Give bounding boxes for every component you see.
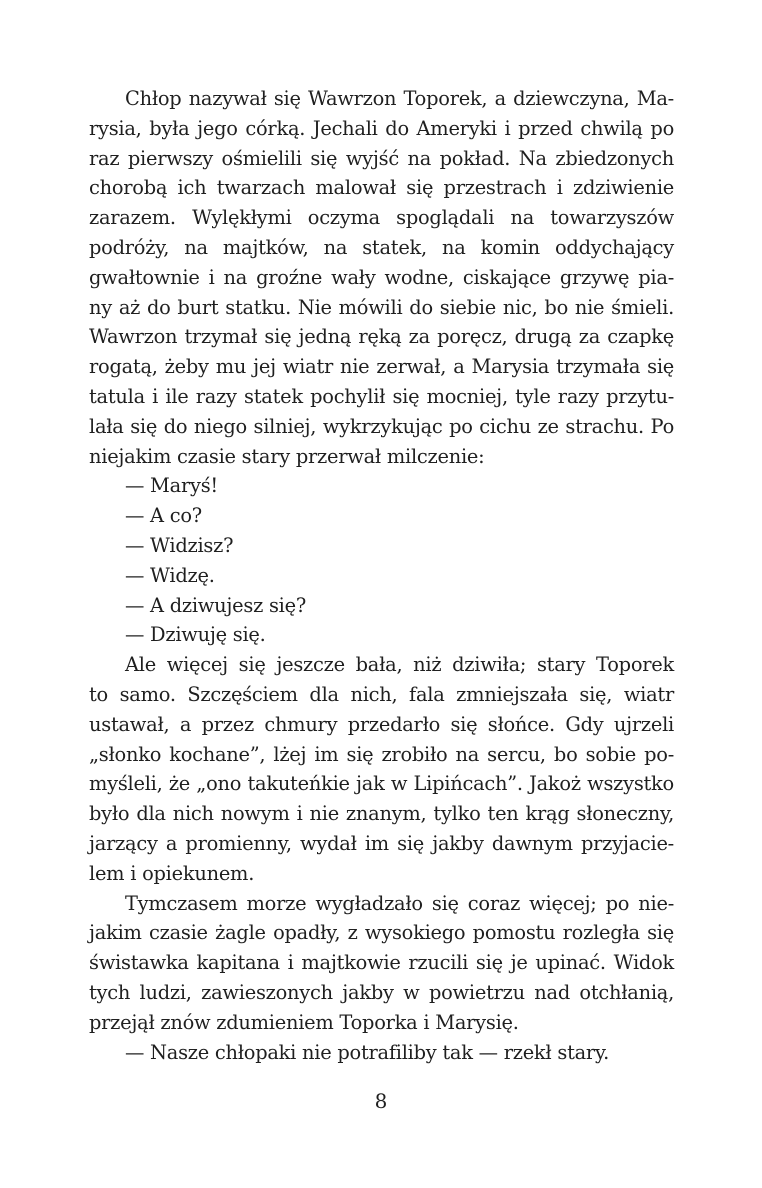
- text-line: zarazem. Wylękłymi oczyma spoglądali na towarzyszów: [89, 206, 674, 230]
- text-line: raz pierwszy ośmielili się wyjść na pokład. Na zbiedzonych: [89, 146, 674, 170]
- text-line: „słonko kochane”, lżej im się zrobiło na sercu, bo sobie po-: [89, 742, 674, 766]
- text-line: było dla nich nowym i nie znanym, tylko ten krąg słoneczny,: [89, 802, 674, 826]
- text-line: jarzący a promienny, wydał im się jakby dawnym przyjacie-: [89, 831, 674, 855]
- text-line: tych ludzi, zawieszonych jakby w powietrzu nad otchłanią,: [89, 980, 674, 1004]
- text-line: rysia, była jego córką. Jechali do Ameryki i przed chwilą po: [89, 116, 674, 140]
- dialogue-line: — Dziwuję się.: [125, 623, 266, 647]
- page-number: 8: [374, 1089, 388, 1113]
- page-text: [89, 84, 674, 1067]
- text-line: lała się do niego silniej, wykrzykując po cichu ze strachu. Po: [89, 414, 674, 438]
- text-line: Ale więcej się jeszcze bała, niż dziwiła; stary Toporek: [125, 653, 674, 677]
- text-line: lem i opiekunem.: [89, 861, 255, 885]
- dialogue-line: — Nasze chłopaki nie potrafiliby tak — rzekł stary.: [125, 1040, 609, 1064]
- text-line: chorobą ich twarzach malował się przestrach i zdziwienie: [89, 176, 674, 200]
- text-line: rogatą, żeby mu jej wiatr nie zerwał, a Marysia trzymała się: [89, 355, 674, 379]
- dialogue-line: — Widzę.: [125, 563, 215, 587]
- text-line: myśleli, że „ono takuteńkie jak w Lipińcach”. Jakoż wszystko: [89, 772, 674, 796]
- text-line: ny aż do burt statku. Nie mówili do siebie nic, bo nie śmieli.: [89, 295, 674, 319]
- text-line: Chłop nazywał się Wawrzon Toporek, a dziewczyna, Ma-: [125, 87, 674, 110]
- text-line: gwałtownie i na groźne wały wodne, ciskające grzywę pia-: [89, 265, 674, 289]
- text-line: jakim czasie żagle opadły, z wysokiego pomostu rozległa się: [89, 921, 674, 945]
- dialogue-line: — Widzisz?: [125, 533, 234, 557]
- text-line: niejakim czasie stary przerwał milczenie:: [89, 444, 485, 468]
- dialogue-line: — A co?: [125, 504, 202, 528]
- text-line: podróży, na majtków, na statek, na komin oddychający: [89, 235, 674, 259]
- text-line: to samo. Szczęściem dla nich, fala zmniejszała się, wiatr: [89, 682, 674, 706]
- text-line: Wawrzon trzymał się jedną ręką za poręcz, drugą za czapkę: [89, 325, 674, 349]
- text-line: świstawka kapitana i majtkowie rzucili się je upinać. Widok: [89, 951, 674, 975]
- text-line: Tymczasem morze wygładzało się coraz więcej; po nie-: [125, 891, 674, 915]
- text-line: przejął znów zdumieniem Toporka i Marysię.: [89, 1010, 519, 1034]
- dialogue-line: — Maryś!: [125, 474, 218, 498]
- text-line: tatula i ile razy statek pochylił się mocniej, tyle razy przytu-: [89, 384, 674, 408]
- text-line: ustawał, a przez chmury przedarło się słońce. Gdy ujrzeli: [89, 712, 674, 736]
- dialogue-line: — A dziwujesz się?: [125, 593, 306, 617]
